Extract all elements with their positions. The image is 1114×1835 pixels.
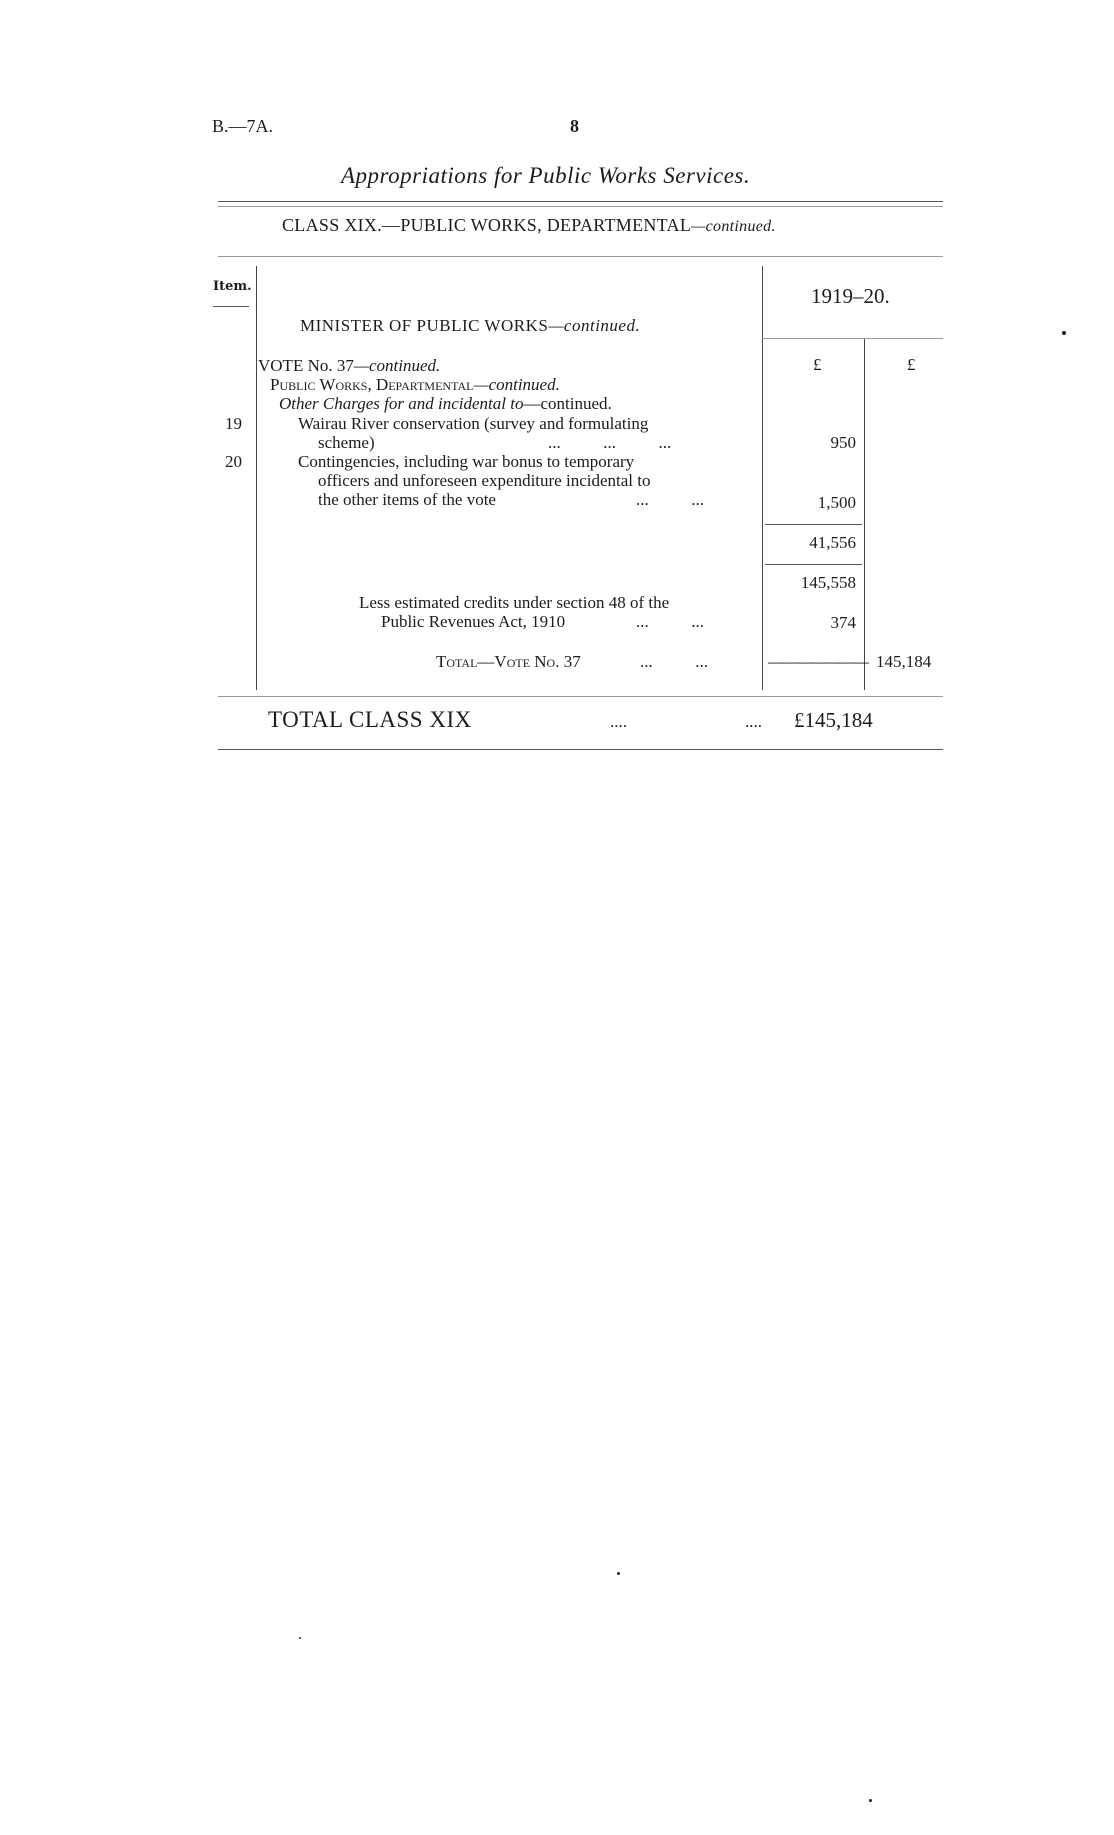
less-credits-line2: Public Revenues Act, 1910 bbox=[381, 612, 566, 631]
total-vote-amount: 145,184 bbox=[876, 652, 932, 671]
item-header-rule bbox=[213, 306, 249, 307]
row-19-amount: 950 bbox=[830, 433, 856, 452]
less-credits-line1: Less estimated credits under section 48 of the bbox=[359, 593, 670, 612]
row-20-leader-dots: ... ... bbox=[636, 490, 704, 509]
row-19-leader-dots: ... ... ... bbox=[548, 433, 672, 452]
row-20-description-line1: Contingencies, including war bonus to temporary bbox=[298, 452, 635, 471]
scan-speck bbox=[869, 1799, 872, 1802]
grand-total-label: TOTAL CLASS XIX bbox=[268, 707, 472, 732]
total-vote-dash: ——————— bbox=[768, 652, 866, 671]
row-20-amount: 1,500 bbox=[817, 493, 856, 512]
row-19-description-line2: scheme) bbox=[318, 433, 375, 452]
grand-total-bottom-rule bbox=[218, 749, 943, 750]
less-credits-leader-dots: ... ... bbox=[636, 612, 704, 631]
gross-total-rule bbox=[765, 564, 862, 565]
class-heading bbox=[282, 215, 776, 236]
total-vote-label-text: Total—Vote No. 37 bbox=[436, 652, 581, 671]
item-number-19: 19 bbox=[225, 414, 242, 433]
heading-rule bbox=[218, 256, 943, 257]
year-header-rule bbox=[762, 338, 943, 339]
scan-speck bbox=[617, 1572, 620, 1575]
title-rule bbox=[218, 201, 943, 202]
scan-speck bbox=[1062, 331, 1066, 335]
minister-heading bbox=[300, 316, 640, 336]
other-charges-heading bbox=[279, 394, 612, 414]
subtotal-rule bbox=[765, 524, 862, 525]
less-credits-amount: 374 bbox=[830, 613, 856, 632]
vote-heading bbox=[258, 356, 440, 376]
item-column-header: Item. bbox=[213, 279, 252, 294]
total-vote-leader-dots: ... ... bbox=[640, 652, 708, 671]
page-number: 8 bbox=[570, 116, 579, 136]
item-column-rule bbox=[256, 266, 257, 690]
currency-symbol-amount: £ bbox=[813, 355, 822, 374]
amount-column-rule bbox=[762, 266, 763, 690]
document-reference: B.—7A. bbox=[212, 116, 274, 136]
subhead-continued: —continued. bbox=[473, 375, 560, 394]
subtotal-amount: 41,556 bbox=[809, 533, 856, 552]
year-column-header: 1919–20. bbox=[811, 284, 890, 308]
title-rule-lower bbox=[218, 206, 943, 207]
other-charges-rest: —continued. bbox=[523, 394, 612, 413]
scan-speck bbox=[299, 1637, 301, 1639]
grand-total-top-rule bbox=[218, 696, 943, 697]
gross-total-amount: 145,558 bbox=[800, 573, 856, 592]
grand-total-dots-2: .... bbox=[745, 712, 762, 731]
class-heading-continued: —continued. bbox=[691, 218, 776, 235]
item-number-20: 20 bbox=[225, 452, 242, 471]
class-heading-text: CLASS XIX.—PUBLIC WORKS, DEPARTMENTAL bbox=[282, 215, 692, 235]
currency-symbol-total: £ bbox=[907, 355, 916, 374]
subhead bbox=[270, 375, 560, 395]
subhead-text: Public Works, Departmental bbox=[270, 375, 474, 394]
other-charges-italic: Other Charges for and incidental to bbox=[279, 394, 524, 413]
minister-heading-text: MINISTER OF PUBLIC WORKS bbox=[300, 316, 549, 335]
vote-heading-text: VOTE No. 37 bbox=[258, 356, 354, 375]
minister-heading-continued: —continued. bbox=[548, 316, 641, 335]
row-19-description-line1: Wairau River conservation (survey and formulating bbox=[298, 414, 649, 433]
vote-heading-continued: —continued. bbox=[353, 356, 441, 375]
row-20-description-line2: officers and unforeseen expenditure incidental to bbox=[318, 471, 651, 490]
total-column-rule bbox=[864, 338, 865, 690]
page-title: Appropriations for Public Works Services. bbox=[341, 163, 751, 188]
grand-total-amount: £145,184 bbox=[794, 708, 873, 732]
row-20-description-line3: the other items of the vote bbox=[318, 490, 496, 509]
total-vote-label bbox=[436, 652, 581, 672]
grand-total-dots-1: .... bbox=[610, 712, 627, 731]
